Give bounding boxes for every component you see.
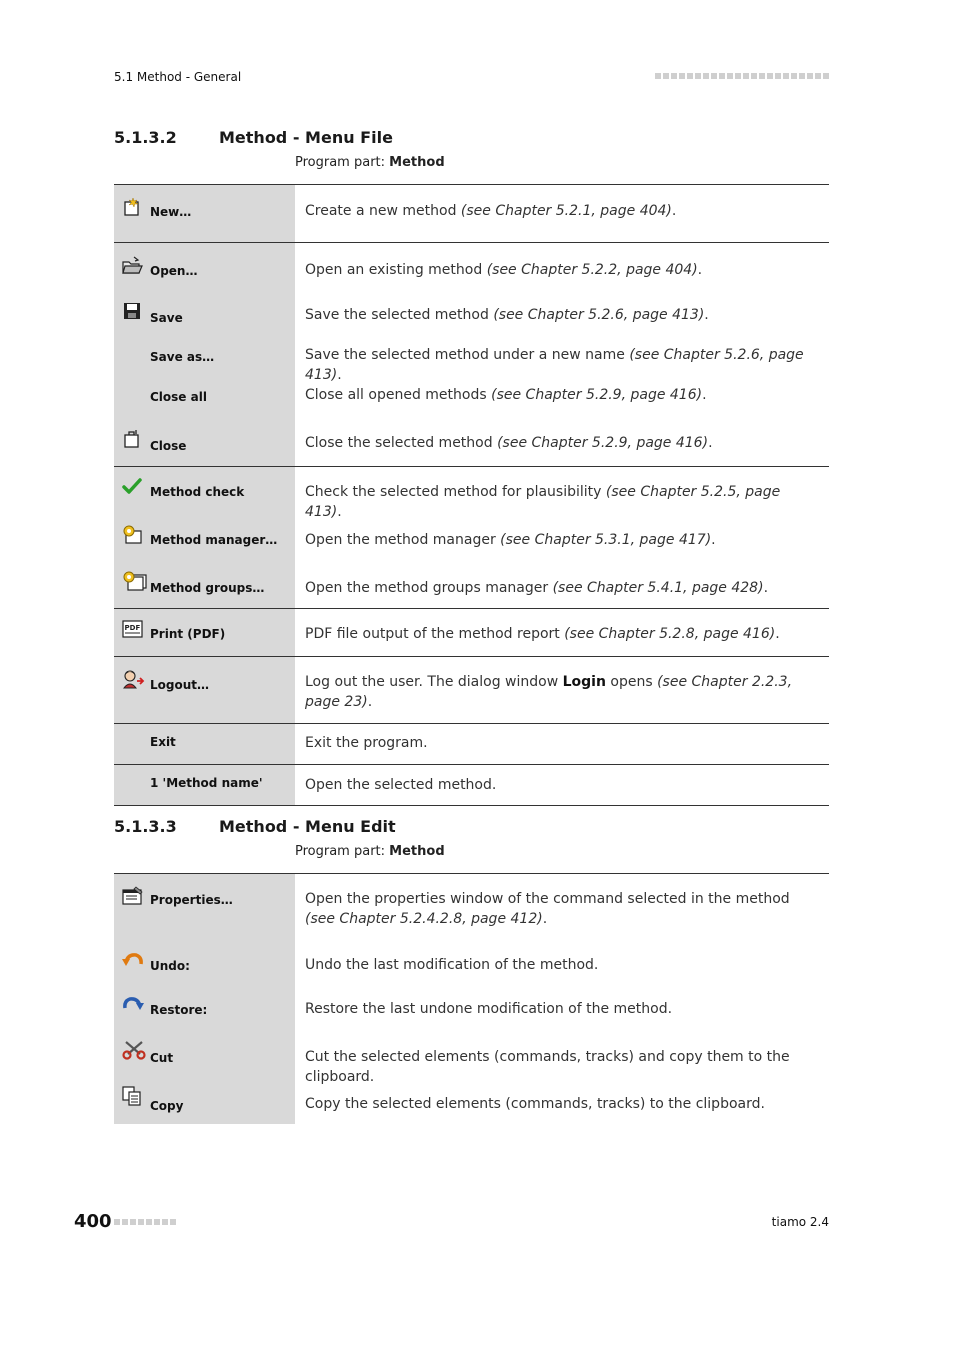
section-number: 5.1.3.3 [114, 817, 177, 836]
footer-dot-bar [114, 1219, 176, 1225]
menu-item-save-as[interactable] [114, 337, 295, 377]
table-row [114, 1030, 829, 1085]
menu-item-close-all[interactable] [114, 377, 295, 417]
menu-item-label: Properties… [150, 893, 233, 907]
svg-text:PDF: PDF [124, 624, 141, 632]
menu-item-save[interactable] [114, 293, 295, 337]
table-row [114, 467, 829, 520]
menu-item-method-manager[interactable] [114, 515, 295, 563]
menu-item-cut[interactable] [114, 1030, 295, 1078]
checkmark-icon [122, 477, 142, 497]
table-row [114, 337, 829, 383]
menu-item-new[interactable] [114, 185, 295, 242]
menu-item-label: Close all [150, 390, 207, 404]
table-row [114, 515, 829, 563]
menu-item-label: Exit [150, 735, 176, 749]
running-head: 5.1 Method - General [114, 70, 242, 84]
menu-item-label: Method check [150, 485, 245, 499]
chapter-reference[interactable]: (see Chapter 5.2.6, page 413) [493, 307, 705, 323]
table-row [114, 1078, 829, 1124]
menu-item-print-pdf[interactable] [114, 609, 295, 656]
dialog-name: Login [562, 674, 606, 690]
table-group [114, 184, 829, 243]
menu-item-description: Check the selected method for plausibility (see Chapter 5.2.5, page 413). [305, 484, 781, 520]
program-part-edit [295, 844, 445, 859]
menu-item-description: Open the properties window of the command selected in the method (see Chapter 5.2.4.2.8, page 412). [305, 891, 790, 927]
menu-item-exit[interactable] [114, 724, 295, 764]
menu-item-description: Log out the user. The dialog window Login opens (see Chapter 2.2.3, page 23). [305, 674, 793, 710]
menu-item-label: Close [150, 439, 187, 453]
table-row [114, 377, 829, 417]
chapter-reference[interactable]: (see Chapter 5.2.1, page 404) [460, 203, 672, 219]
menu-item-label: Open… [150, 264, 198, 278]
menu-file-table [114, 184, 829, 806]
table-row [114, 942, 829, 986]
table-row [114, 986, 829, 1030]
table-row [114, 724, 829, 764]
menu-item-label: Restore: [150, 1003, 208, 1017]
floppy-disk-icon [122, 301, 142, 321]
scissors-icon [122, 1040, 146, 1060]
menu-item-method-check[interactable] [114, 467, 295, 515]
section-title: Method - Menu Edit [219, 817, 396, 836]
program-part-label: Program part: [295, 844, 386, 859]
menu-item-description: Open the method groups manager (see Chapter 5.4.1, page 428). [305, 580, 769, 596]
menu-item-description: Restore the last undone modification of the method. [305, 1001, 673, 1017]
logout-user-icon [122, 669, 146, 689]
table-group [114, 657, 829, 724]
menu-item-label: Method manager… [150, 533, 278, 547]
table-group [114, 765, 829, 806]
program-part-value: Method [389, 844, 445, 859]
menu-item-restore[interactable] [114, 986, 295, 1030]
close-document-icon [122, 429, 142, 449]
section-heading-edit [114, 817, 396, 836]
menu-item-label: Copy [150, 1099, 184, 1113]
menu-item-label: Cut [150, 1051, 174, 1065]
open-folder-icon [122, 256, 142, 276]
pdf-icon [122, 619, 144, 639]
menu-item-recent-method[interactable] [114, 765, 295, 805]
menu-item-description: Close all opened methods (see Chapter 5.2.9, page 416). [305, 387, 707, 403]
chapter-reference[interactable]: (see Chapter 5.2.6, page 413) [305, 347, 804, 383]
chapter-reference[interactable]: (see Chapter 5.2.8, page 416) [564, 626, 776, 642]
table-row [114, 563, 829, 608]
table-group [114, 467, 829, 609]
menu-item-description: Exit the program. [305, 735, 428, 751]
chapter-reference[interactable]: (see Chapter 5.2.4.2.8, page 412) [305, 911, 543, 927]
program-part-value: Method [389, 155, 445, 170]
method-manager-icon [122, 525, 142, 545]
chapter-reference[interactable]: (see Chapter 5.2.9, page 416) [497, 435, 709, 451]
chapter-reference[interactable]: (see Chapter 5.2.9, page 416) [491, 387, 703, 403]
menu-item-label: 1 'Method name' [150, 776, 263, 790]
table-row [114, 417, 829, 466]
menu-item-description: Save the selected method under a new name (see Chapter 5.2.6, page 413). [305, 347, 804, 383]
copy-icon [122, 1086, 142, 1106]
section-number: 5.1.3.2 [114, 128, 177, 147]
menu-item-description: Create a new method (see Chapter 5.2.1, page 404). [305, 203, 677, 219]
table-row [114, 874, 829, 942]
menu-item-description: PDF file output of the method report (see Chapter 5.2.8, page 416). [305, 626, 780, 642]
menu-item-close[interactable] [114, 417, 295, 466]
chapter-reference[interactable]: (see Chapter 5.2.5, page 413) [305, 484, 781, 520]
program-part-label: Program part: [295, 155, 386, 170]
section-heading-file [114, 128, 393, 147]
properties-icon [122, 886, 142, 906]
menu-item-method-groups[interactable] [114, 563, 295, 608]
chapter-reference[interactable]: (see Chapter 5.4.1, page 428) [552, 580, 764, 596]
menu-item-description: Copy the selected elements (commands, tracks) to the clipboard. [305, 1096, 765, 1112]
menu-item-copy[interactable] [114, 1078, 295, 1124]
menu-item-label: Save [150, 311, 183, 325]
table-row [114, 185, 829, 242]
menu-item-undo[interactable] [114, 942, 295, 986]
menu-item-description: Save the selected method (see Chapter 5.2.6, page 413). [305, 307, 709, 323]
page-number: 400 [74, 1211, 112, 1232]
table-group [114, 243, 829, 467]
table-row [114, 765, 829, 805]
menu-edit-table [114, 873, 829, 1124]
table-group [114, 724, 829, 765]
menu-item-open[interactable] [114, 243, 295, 293]
menu-item-description: Open the selected method. [305, 777, 497, 793]
menu-item-label: Logout… [150, 678, 210, 692]
menu-item-description: Open the method manager (see Chapter 5.3.1, page 417). [305, 532, 716, 548]
menu-item-label: Method groups… [150, 581, 265, 595]
menu-item-label: Print (PDF) [150, 627, 226, 641]
method-groups-icon [122, 571, 148, 591]
menu-item-label: Save as… [150, 350, 215, 364]
menu-item-description: Open an existing method (see Chapter 5.2.2, page 404). [305, 262, 703, 278]
menu-item-properties[interactable] [114, 874, 295, 942]
menu-item-description: Undo the last modification of the method. [305, 957, 599, 973]
menu-item-description: Cut the selected elements (commands, tracks) and copy them to the clipboard. [305, 1049, 790, 1085]
table-row [114, 609, 829, 656]
section-title: Method - Menu File [219, 128, 393, 147]
table-row [114, 657, 829, 723]
menu-item-label: New… [150, 205, 192, 219]
program-part-file [295, 155, 445, 170]
undo-icon [122, 950, 144, 970]
menu-item-description: Close the selected method (see Chapter 5.2.9, page 416). [305, 435, 713, 451]
table-group [114, 873, 829, 1124]
table-group [114, 609, 829, 657]
chapter-reference[interactable]: (see Chapter 2.2.3, page 23) [305, 674, 793, 710]
table-row [114, 293, 829, 337]
menu-item-label: Undo: [150, 959, 190, 973]
chapter-reference[interactable]: (see Chapter 5.2.2, page 404) [486, 262, 698, 278]
menu-item-logout[interactable] [114, 657, 295, 723]
product-name: tiamo 2.4 [771, 1215, 829, 1229]
table-row [114, 243, 829, 293]
chapter-reference[interactable]: (see Chapter 5.3.1, page 417) [500, 532, 712, 548]
header-dot-bar [655, 73, 829, 79]
redo-icon [122, 994, 144, 1014]
new-document-icon [122, 197, 142, 217]
